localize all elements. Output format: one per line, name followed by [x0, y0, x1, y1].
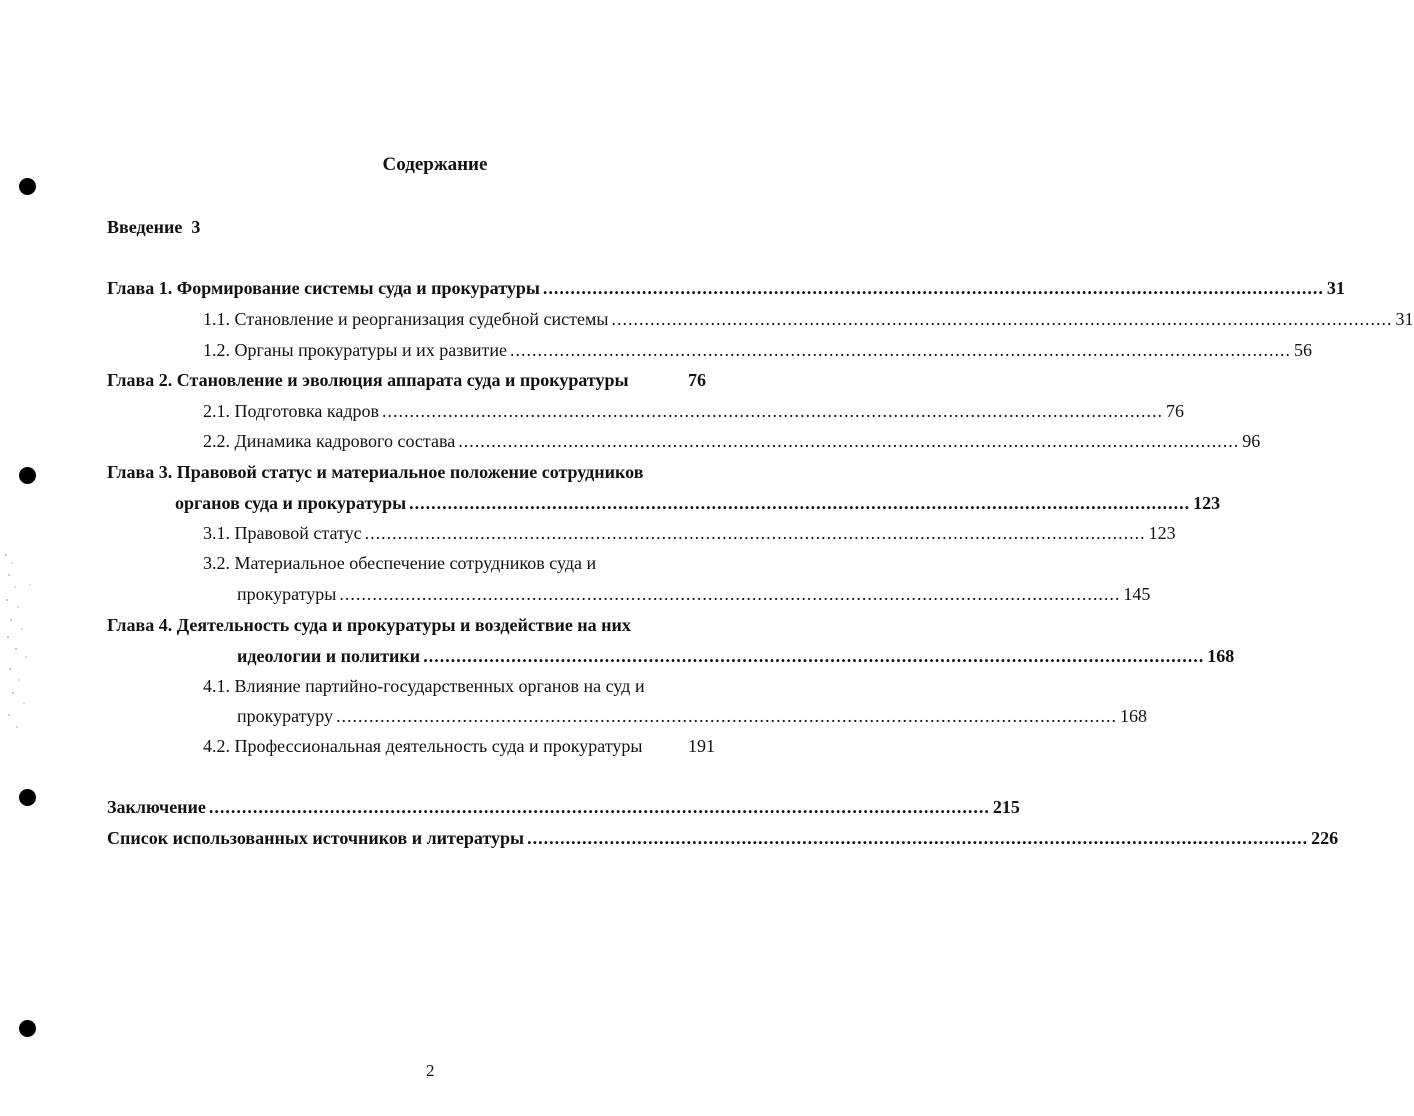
- page-title: Содержание: [382, 154, 488, 175]
- leader-dots: ..............................................................................................................................................: [542, 278, 1324, 298]
- page-number: 76: [1166, 401, 1185, 421]
- page-number: 56: [1293, 340, 1312, 360]
- toc-section-4-1: прокуратуру .............................................................................................................................................. 168: [237, 706, 1148, 726]
- leader-dots: ..............................................................................................................................................: [382, 401, 1164, 421]
- toc-section-2-1: 2.1. Подготовка кадров .............................................................................................................................................. 76: [203, 401, 1185, 421]
- toc-section-4-1-line1: 4.1. Влияние партийно-государственных органов на суд и: [203, 676, 645, 696]
- page-number: 191: [688, 736, 715, 756]
- toc-chapter-1: Глава 1. Формирование системы суда и прокуратуры .............................................................................................................................................. 31: [107, 278, 1345, 298]
- toc-section-2-2: 2.2. Динамика кадрового состава .............................................................................................................................................. 96: [203, 431, 1261, 451]
- toc-chapter-2: Глава 2. Становление и эволюция аппарата суда и прокуратуры 76: [107, 370, 706, 390]
- leader-dots: ..............................................................................................................................................: [458, 431, 1240, 451]
- toc-conclusion: Заключение .............................................................................................................................................. 215: [107, 797, 1020, 817]
- toc-section-3-2: прокуратуры .............................................................................................................................................. 145: [237, 584, 1151, 604]
- page-number: 168: [1207, 646, 1235, 666]
- scan-noise: [0, 545, 40, 735]
- toc-section-1-1: 1.1. Становление и реорганизация судебной системы .............................................................................................................................................. 31: [203, 309, 1414, 329]
- leader-dots: ..............................................................................................................................................: [409, 493, 1191, 513]
- leader-dots: ..............................................................................................................................................: [509, 340, 1291, 360]
- page-number: 145: [1123, 584, 1151, 604]
- punch-hole-mark: [19, 789, 36, 806]
- toc-chapter-4: идеологии и политики .............................................................................................................................................. 168: [237, 646, 1235, 666]
- page-number: 31: [1395, 309, 1414, 329]
- leader-dots: ..............................................................................................................................................: [339, 584, 1121, 604]
- toc-section-3-2-line1: 3.2. Материальное обеспечение сотрудников суда и: [203, 553, 597, 573]
- toc-intro-label: Введение: [107, 217, 183, 237]
- punch-hole-mark: [19, 467, 36, 484]
- page-number: 215: [992, 797, 1020, 817]
- toc-section-3-1: 3.1. Правовой статус .............................................................................................................................................. 123: [203, 523, 1176, 543]
- toc-intro-page: 3: [191, 217, 201, 237]
- page-footer-number: 2: [426, 1061, 435, 1080]
- page-number: 31: [1326, 278, 1345, 298]
- leader-dots: ..............................................................................................................................................: [423, 646, 1205, 666]
- leader-dots: ..............................................................................................................................................: [527, 828, 1309, 848]
- toc-chapter-4-line1: Глава 4. Деятельность суда и прокуратуры и воздействие на них: [107, 615, 631, 635]
- page-number: 76: [688, 370, 706, 390]
- leader-dots: ..............................................................................................................................................: [611, 309, 1393, 329]
- page-number: 96: [1242, 431, 1261, 451]
- toc-chapter-3-line1: Глава 3. Правовой статус и материальное положение сотрудников: [107, 462, 644, 482]
- page-number: 123: [1148, 523, 1176, 543]
- punch-hole-mark: [19, 178, 36, 195]
- page-number: 168: [1120, 706, 1148, 726]
- toc-sources: Список использованных источников и литературы .............................................................................................................................................. 226: [107, 828, 1339, 848]
- toc-intro: [107, 216, 200, 238]
- page-number: 226: [1311, 828, 1339, 848]
- toc-section-4-2: 4.2. Профессиональная деятельность суда и прокуратуры 191: [203, 736, 715, 756]
- punch-hole-mark: [19, 1020, 36, 1037]
- leader-dots: ..............................................................................................................................................: [208, 797, 990, 817]
- leader-dots: ..............................................................................................................................................: [336, 706, 1118, 726]
- page-number: 123: [1193, 493, 1221, 513]
- toc-section-1-2: 1.2. Органы прокуратуры и их развитие .............................................................................................................................................. 56: [203, 340, 1312, 360]
- leader-dots: ..............................................................................................................................................: [364, 523, 1146, 543]
- toc-chapter-3: органов суда и прокуратуры .............................................................................................................................................. 123: [175, 493, 1221, 513]
